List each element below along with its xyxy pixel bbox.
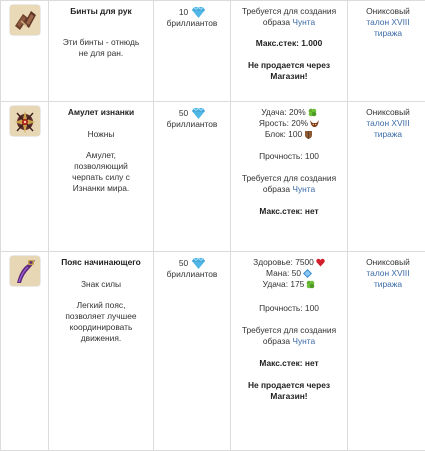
belt-icon	[10, 256, 40, 286]
item-desc-line: Изнанки мира.	[49, 183, 153, 194]
price-unit: бриллиантов	[154, 18, 230, 29]
diamond-icon	[192, 107, 205, 119]
source-link[interactable]: тиража	[348, 279, 425, 290]
stats-cell	[231, 252, 348, 451]
stat-text: Удача: 175	[263, 279, 305, 290]
stat-block	[231, 129, 347, 140]
item-icon-cell	[1, 252, 49, 451]
stat-text: Здоровье: 7500	[253, 257, 314, 268]
source-link[interactable]: тиража	[348, 28, 425, 39]
chunt-link[interactable]: Чунта	[292, 336, 315, 346]
stat-luck	[231, 107, 347, 118]
chunt-link[interactable]: Чунта	[292, 184, 315, 194]
craft-requirement: Требуется для создания	[231, 325, 347, 336]
not-sold-line: Не продается через	[231, 60, 347, 71]
price-cell	[154, 102, 231, 252]
item-name-cell	[49, 102, 154, 252]
item-name: Амулет изнанки	[49, 107, 153, 118]
source-line: Ониксовый	[348, 257, 425, 268]
stat-luck	[231, 279, 347, 290]
item-desc-line: позволяет лучшее	[49, 311, 153, 322]
chunt-link[interactable]: Чунта	[292, 17, 315, 27]
amulet-icon	[10, 106, 40, 136]
craft-prefix: образа	[263, 17, 290, 27]
source-cell	[348, 252, 425, 451]
item-type: Ножны	[49, 129, 153, 140]
price-unit: бриллиантов	[154, 269, 230, 280]
item-type: Знак силы	[49, 279, 153, 290]
item-icon-cell	[1, 102, 49, 252]
stat-health	[231, 257, 347, 268]
source-cell	[348, 102, 425, 252]
price-value: 10	[179, 7, 188, 18]
item-name-cell	[49, 252, 154, 451]
stats-cell	[231, 102, 348, 252]
source-cell	[348, 1, 425, 102]
max-stack: Макс.стек: нет	[231, 206, 347, 217]
stat-rage	[231, 118, 347, 129]
stat-mana	[231, 268, 347, 279]
source-line: Ониксовый	[348, 107, 425, 118]
diamond-icon	[192, 257, 205, 269]
not-sold-line: Не продается через	[231, 380, 347, 391]
source-link[interactable]: тиража	[348, 129, 425, 140]
stat-text: Ярость: 20%	[259, 118, 308, 129]
source-link[interactable]: талон XVIII	[348, 268, 425, 279]
durability: Прочность: 100	[231, 303, 347, 314]
source-link[interactable]: талон XVIII	[348, 17, 425, 28]
price-cell	[154, 252, 231, 451]
stats-cell	[231, 1, 348, 102]
item-desc-line: Легкий пояс,	[49, 300, 153, 311]
item-desc-line: Амулет,	[49, 150, 153, 161]
health-icon	[316, 258, 325, 267]
bandage-icon	[10, 5, 40, 35]
luck-icon	[306, 280, 315, 289]
price-unit: бриллиантов	[154, 119, 230, 130]
price-value: 50	[179, 258, 188, 269]
price-cell	[154, 1, 231, 102]
durability: Прочность: 100	[231, 151, 347, 162]
item-name: Пояс начинающего	[49, 257, 153, 268]
stat-text: Мана: 50	[266, 268, 301, 279]
not-sold-line: Магазин!	[231, 71, 347, 82]
stat-text: Удача: 20%	[261, 107, 305, 118]
luck-icon	[308, 108, 317, 117]
block-icon	[304, 130, 313, 139]
item-desc-line: Эти бинты - отнюдь	[49, 37, 153, 48]
craft-requirement: Требуется для создания	[231, 173, 347, 184]
item-desc-line: черпать силу с	[49, 172, 153, 183]
stat-text: Блок: 100	[265, 129, 302, 140]
source-line: Ониксовый	[348, 6, 425, 17]
table-row	[1, 102, 425, 252]
item-name: Бинты для рук	[49, 6, 153, 17]
diamond-icon	[192, 6, 205, 18]
item-desc-line: позволяющий	[49, 161, 153, 172]
rage-icon	[310, 119, 319, 128]
item-desc-line: не для ран.	[49, 48, 153, 59]
mana-icon	[303, 269, 312, 278]
craft-prefix: образа	[263, 184, 290, 194]
item-name-cell	[49, 1, 154, 102]
max-stack: Макс.стек: 1.000	[231, 38, 347, 49]
source-link[interactable]: талон XVIII	[348, 118, 425, 129]
item-desc-line: координировать	[49, 322, 153, 333]
craft-requirement: Требуется для создания	[231, 6, 347, 17]
table-row	[1, 1, 425, 102]
item-desc-line: движения.	[49, 333, 153, 344]
not-sold-line: Магазин!	[231, 391, 347, 402]
table-row	[1, 252, 425, 451]
price-value: 50	[179, 108, 188, 119]
item-icon-cell	[1, 1, 49, 102]
max-stack: Макс.стек: нет	[231, 358, 347, 369]
craft-prefix: образа	[263, 336, 290, 346]
